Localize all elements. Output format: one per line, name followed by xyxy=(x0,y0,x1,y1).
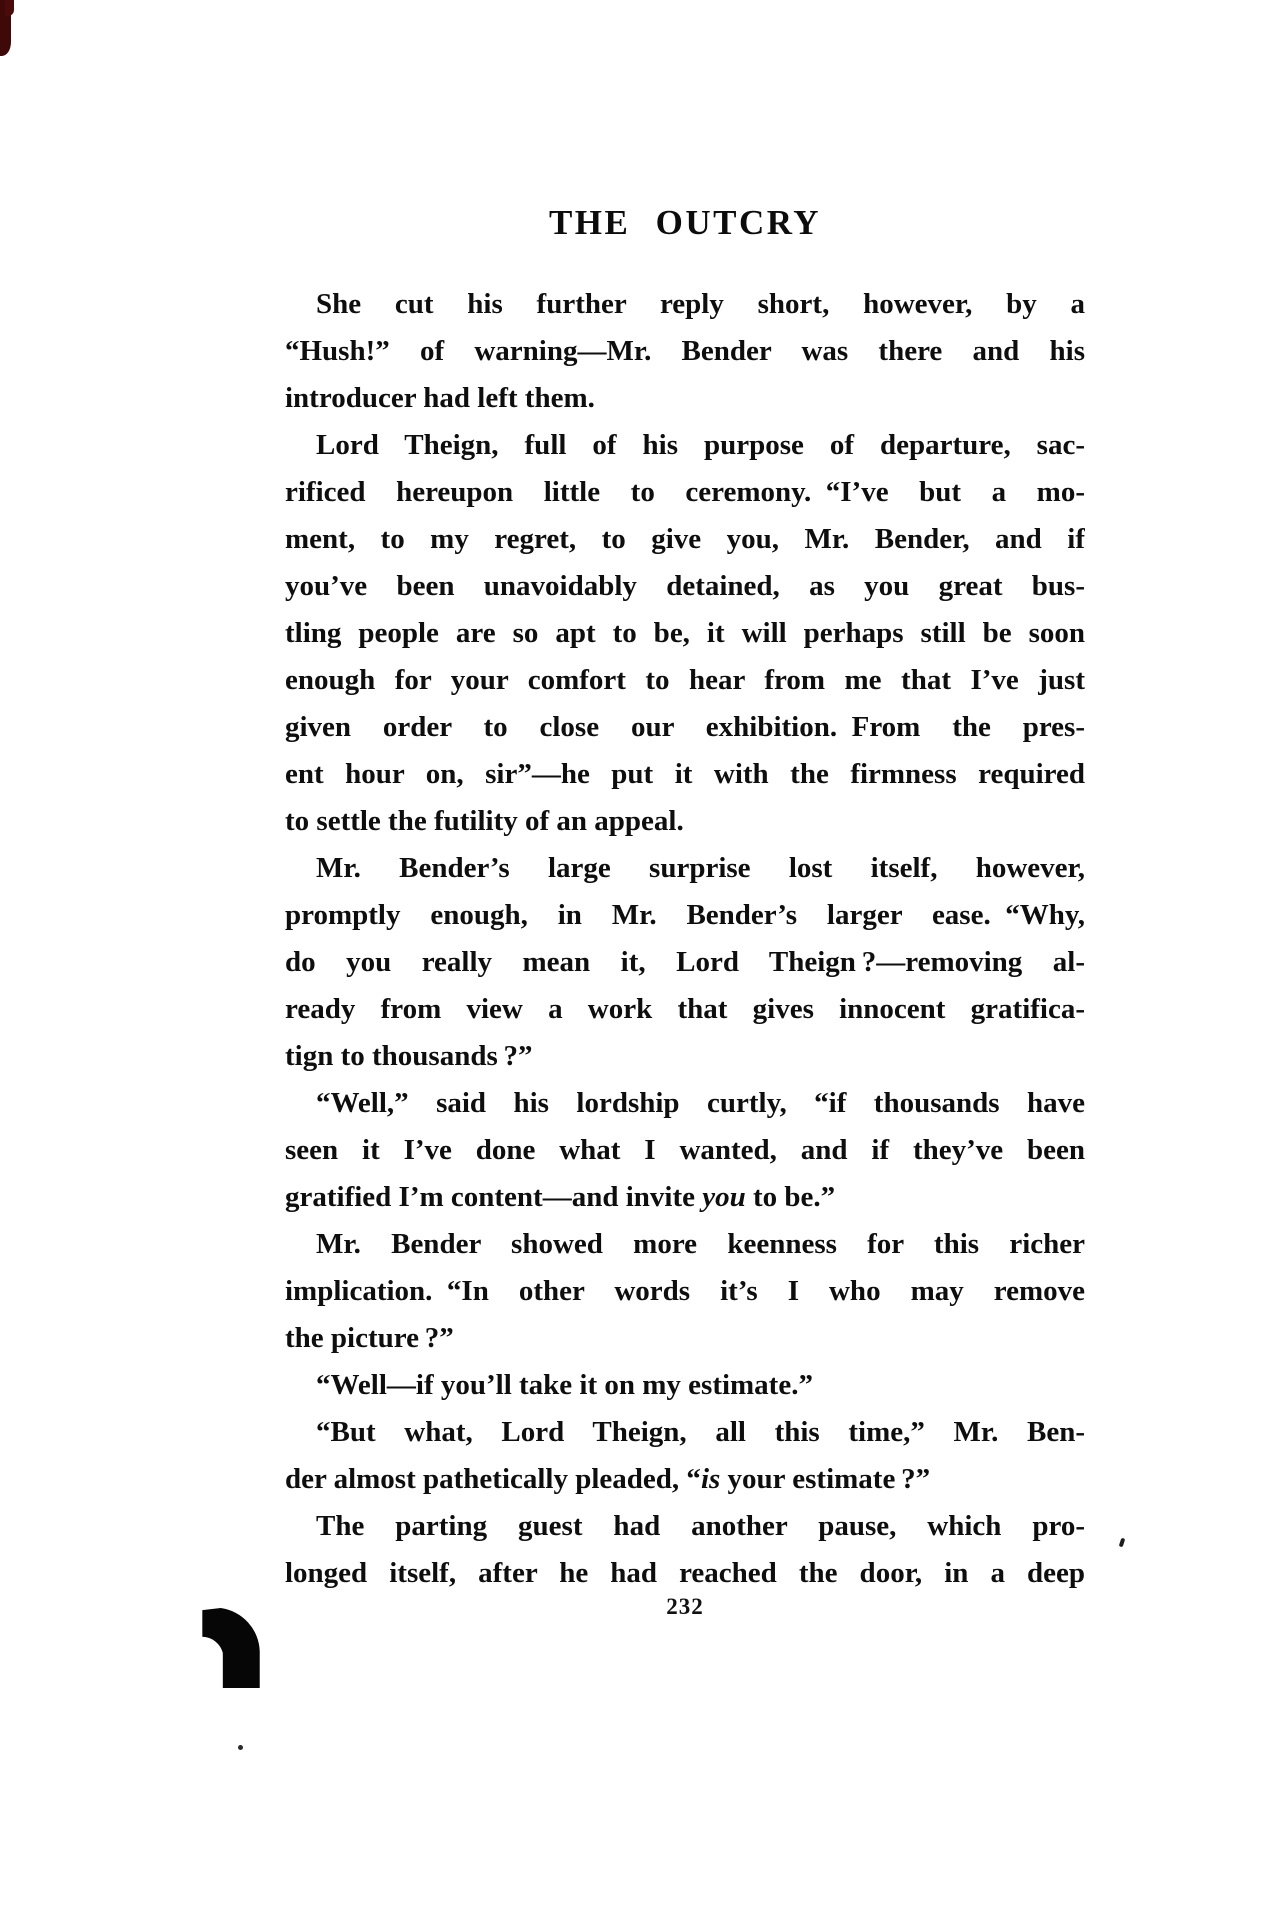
text-segment: “Well,” said his lordship curtly, “if thousands have xyxy=(316,1087,1085,1119)
scan-speck xyxy=(1119,1538,1126,1548)
text-line xyxy=(285,751,1085,798)
text-segment: Lord Theign, full of his purpose of departure, sac- xyxy=(316,429,1085,461)
text-line xyxy=(285,1268,1085,1315)
text-line xyxy=(285,610,1085,657)
text-line xyxy=(285,422,1085,469)
text-segment: Mr. Bender showed more keenness for this richer xyxy=(316,1228,1085,1260)
text-segment: implication. “In other words it’s I who may remove xyxy=(285,1275,1085,1307)
text-column xyxy=(285,281,1085,1597)
text-segment: do you really mean it, Lord Theign ?—removing al- xyxy=(285,946,1085,978)
text-line xyxy=(285,845,1085,892)
scan-speck xyxy=(238,1745,243,1750)
text-segment: gratified I’m content—and invite xyxy=(285,1181,703,1213)
text-segment: you’ve been unavoidably detained, as you great bus- xyxy=(285,570,1085,602)
text-segment: der almost pathetically pleaded, “ xyxy=(285,1463,701,1495)
text-segment: tling people are so apt to be, it will perhaps still be soon xyxy=(285,617,1085,649)
text-line xyxy=(285,1362,1085,1409)
text-line xyxy=(285,328,1085,375)
text-segment: introducer had left them. xyxy=(285,382,595,414)
running-head: THE OUTCRY xyxy=(548,203,822,242)
text-segment: to settle the futility of an appeal. xyxy=(285,805,684,837)
text-line xyxy=(285,1409,1085,1456)
text-line xyxy=(285,1550,1085,1597)
text-segment: seen it I’ve done what I wanted, and if they’ve been xyxy=(285,1134,1085,1166)
italic-text: you xyxy=(702,1181,746,1213)
text-line xyxy=(285,563,1085,610)
text-segment: given order to close our exhibition. From the pres- xyxy=(285,711,1085,743)
text-segment: “Hush!” of warning—Mr. Bender was there and his xyxy=(285,335,1085,367)
text-segment: your estimate ?” xyxy=(720,1463,931,1495)
text-line xyxy=(285,892,1085,939)
text-line xyxy=(285,798,1085,845)
text-segment: Mr. Bender’s large surprise lost itself, however, xyxy=(316,852,1085,884)
text-line xyxy=(285,1315,1085,1362)
text-line xyxy=(285,1456,1085,1503)
scan-edge-streak-2 xyxy=(5,0,14,16)
text-line xyxy=(285,375,1085,422)
text-line xyxy=(285,986,1085,1033)
text-segment: The parting guest had another pause, which pro- xyxy=(316,1510,1085,1542)
text-line xyxy=(285,469,1085,516)
text-segment: enough for your comfort to hear from me that I’ve just xyxy=(285,664,1085,696)
text-segment: longed itself, after he had reached the door, in a deep xyxy=(285,1557,1085,1589)
text-segment: the picture ?” xyxy=(285,1322,454,1354)
text-segment: ment, to my regret, to give you, Mr. Bender, and if xyxy=(285,523,1085,555)
text-line xyxy=(285,516,1085,563)
text-segment: rificed hereupon little to ceremony. “I’ve but a mo- xyxy=(285,476,1085,508)
text-segment: tign to thousands ?” xyxy=(285,1040,533,1072)
italic-text: is xyxy=(700,1463,721,1495)
text-line xyxy=(285,1174,1085,1221)
text-segment: “But what, Lord Theign, all this time,” Mr. Ben- xyxy=(316,1416,1085,1448)
text-segment: to be.” xyxy=(745,1181,836,1213)
text-segment: “Well—if you’ll take it on my estimate.” xyxy=(316,1369,813,1401)
text-line xyxy=(285,704,1085,751)
text-line xyxy=(285,1080,1085,1127)
text-line xyxy=(285,657,1085,704)
text-segment: She cut his further reply short, however, by a xyxy=(316,288,1085,320)
text-segment: ready from view a work that gives innocent gratifica- xyxy=(285,993,1085,1025)
text-line xyxy=(285,1503,1085,1550)
ink-blot xyxy=(199,1607,261,1689)
text-line xyxy=(285,1127,1085,1174)
text-segment: ent hour on, sir”—he put it with the firmness required xyxy=(285,758,1085,790)
text-line xyxy=(285,281,1085,328)
text-line xyxy=(285,1033,1085,1080)
text-segment: promptly enough, in Mr. Bender’s larger ease. “Why, xyxy=(285,899,1085,931)
text-line xyxy=(285,939,1085,986)
page-number: 232 xyxy=(666,1594,704,1619)
text-line xyxy=(285,1221,1085,1268)
